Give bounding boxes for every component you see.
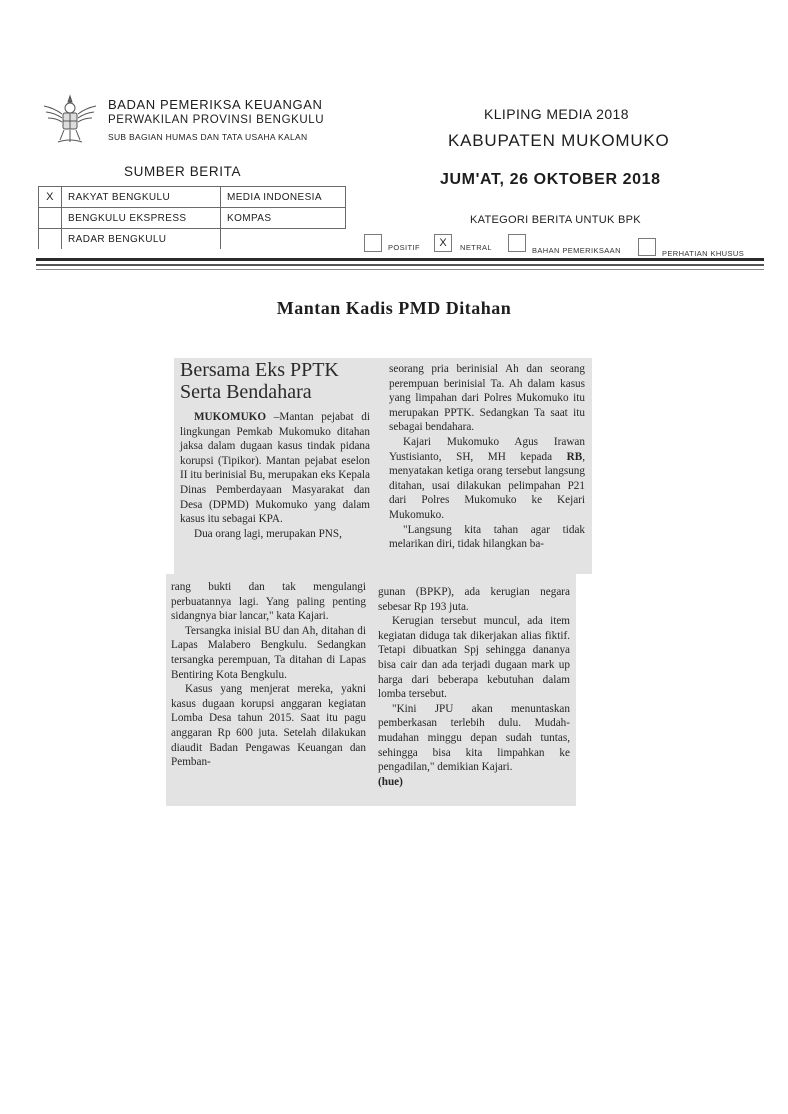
- source-right: KOMPAS: [221, 208, 346, 229]
- category-title: KATEGORI BERITA UNTUK BPK: [470, 214, 641, 226]
- article-headline: Mantan Kadis PMD Ditahan: [276, 298, 512, 318]
- garuda-emblem-icon: [40, 88, 100, 148]
- article-column-4: [378, 585, 570, 789]
- source-left: RAKYAT BENGKULU: [62, 187, 221, 208]
- source-row: [39, 187, 346, 208]
- paragraph: Kerugian tersebut muncul, ada item kegiatan diduga tak dikerjakan alias fiktif. Tetapi dibuatkan Spj sehingga dananya bisa cair dan ada terjadi dugaan mark up harga dari beberapa kebutuhan dalam lomba tersebut.: [378, 615, 570, 701]
- category-label-perhatian-khusus: PERHATIAN KHUSUS: [662, 249, 745, 258]
- article-column-3: [171, 580, 366, 770]
- category-checkbox-perhatian-khusus: [638, 238, 656, 256]
- paragraph: rang bukti dan tak mengulangi perbuatannya lagi. Yang paling penting sidangnya biar lancar," kata Kajari.: [171, 581, 366, 623]
- source-mark: [39, 208, 62, 229]
- article-column-2: [389, 362, 585, 552]
- clipping-date: JUM'AT, 26 OKTOBER 2018: [440, 171, 661, 188]
- source-left: BENGKULU EKSPRESS: [62, 208, 221, 229]
- org-name: BADAN PEMERIKSA KEUANGAN: [108, 97, 323, 112]
- category-checkbox-netral: X: [434, 234, 452, 252]
- paragraph: seorang pria berinisial Ah dan seorang perempuan berinisial Ta. Ah dalam kasus yang limpahan dari Polres Mukomuko itu merupakan PPTK. Sedangkan Ta saat itu sebagai bendahara.: [389, 363, 585, 434]
- kabupaten-title: KABUPATEN MUKOMUKO: [448, 131, 670, 150]
- source-mark: X: [39, 187, 62, 208]
- source-right: [221, 229, 346, 250]
- article-subheadline: [180, 359, 380, 403]
- source-title: SUMBER BERITA: [124, 164, 242, 179]
- paragraph: Kajari Mukomuko Agus Irawan Yustisianto, SH, MH kepada RB, menyatakan ketiga orang tersebut langsung ditahan, usai dilakukan pelimpahan P21 dari Polres Mukomuko ke Kejari Mukomuko.: [389, 435, 585, 521]
- source-row: [39, 229, 346, 250]
- org-branch: PERWAKILAN PROVINSI BENGKULU: [108, 114, 325, 126]
- source-mark: [39, 229, 62, 250]
- paragraph: Tersangka inisial BU dan Ah, ditahan di Lapas Malabero Bengkulu. Sedangkan tersangka perempuan, Ta ditahan di Lapas Bentiring Kota Bengkulu.: [171, 624, 366, 681]
- separator-rule: [36, 264, 764, 266]
- separator-rule: [36, 258, 764, 261]
- paragraph: MUKOMUKO –Mantan pejabat di lingkungan Pemkab Mukomuko ditahan jaksa dalam dugaan kasus tindak pidana korupsi (Tipikor). Mantan pejabat eselon II itu berinisial Bu, merupakan eks Kepala Dinas Pemberdayaan Masyarakat dan Desa (DPMD) Mukomuko yang dalam kasus itu sebagai KPA.: [180, 411, 370, 526]
- category-label-bahan-pemeriksaan: BAHAN PEMERIKSAAN: [532, 246, 621, 255]
- source-row: [39, 208, 346, 229]
- separator-rule: [36, 269, 764, 270]
- article-column-1: [180, 410, 370, 541]
- paragraph: Kasus yang menjerat mereka, yakni kasus dugaan korupsi anggaran kegiatan Lomba Desa tahun 2015. Saat itu pagu anggaran Rp 600 juta. Setelah dilakukan diaudit Badan Pengawas Keuangan dan Pemban-: [171, 683, 366, 769]
- paragraph: Dua orang lagi, merupakan PNS,: [194, 527, 342, 540]
- kliping-title: KLIPING MEDIA 2018: [484, 106, 629, 122]
- source-table: [38, 186, 346, 249]
- subheadline-line: Bersama Eks PPTK: [180, 359, 339, 381]
- category-checkbox-positif: [364, 234, 382, 252]
- subheadline-line: Serta Bendahara: [180, 381, 312, 403]
- dateline: MUKOMUKO: [194, 411, 267, 423]
- category-label-positif: POSITIF: [388, 243, 420, 252]
- org-subdivision: SUB BAGIAN HUMAS DAN TATA USAHA KALAN: [108, 132, 308, 142]
- paragraph: "Langsung kita tahan agar tidak melarikan diri, tidak hilangkan ba-: [389, 523, 585, 551]
- category-checkbox-bahan-pemeriksaan: [508, 234, 526, 252]
- source-left: RADAR BENGKULU: [62, 229, 221, 250]
- paragraph: "Kini JPU akan menuntaskan pemberkasan terlebih dulu. Mudah-mudahan minggu depan sudah tuntas, sehingga bisa kita limpahkan ke pengadilan," demikian Kajari.: [378, 702, 570, 774]
- category-label-netral: NETRAL: [460, 243, 492, 252]
- source-right: MEDIA INDONESIA: [221, 187, 346, 208]
- paragraph: gunan (BPKP), ada kerugian negara sebesar Rp 193 juta.: [378, 586, 570, 613]
- author-initials: (hue): [378, 775, 403, 788]
